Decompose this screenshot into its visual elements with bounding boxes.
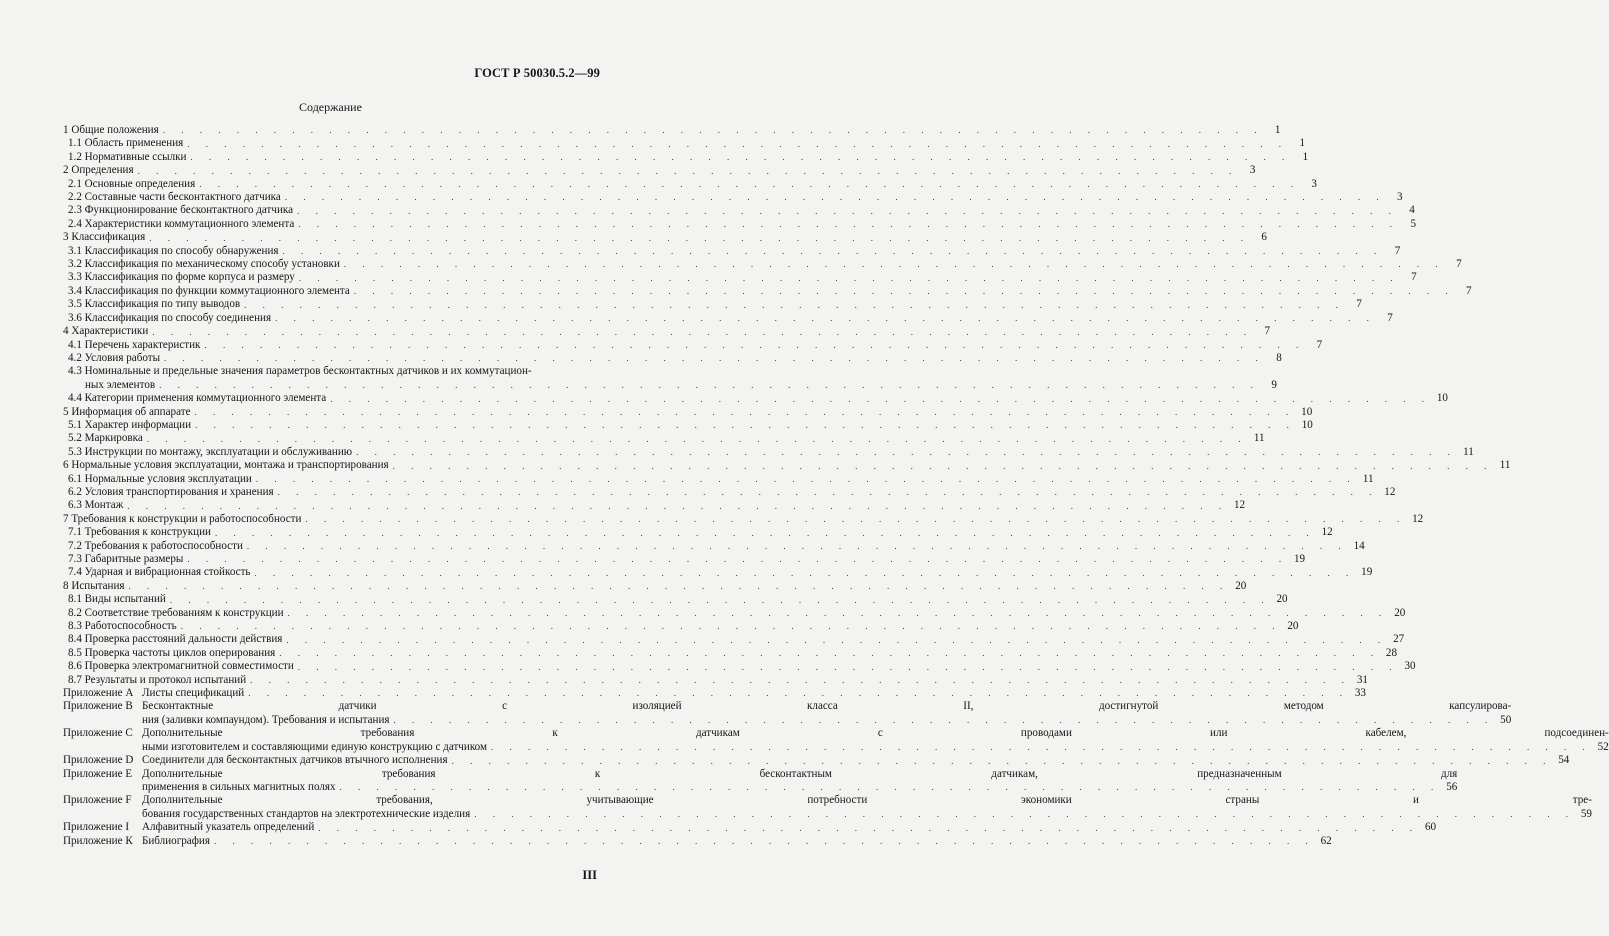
toc-entry-label: 6.3 Монтаж bbox=[63, 499, 123, 512]
toc-entry-page: 7 bbox=[1455, 285, 1472, 298]
leader-dots bbox=[159, 124, 1264, 137]
appendix-line bbox=[142, 821, 1436, 834]
leader-dots bbox=[271, 312, 1376, 325]
leader-dots bbox=[183, 553, 1288, 566]
toc-entry-label: 6.1 Нормальные условия эксплуатации bbox=[63, 473, 252, 486]
toc-entry-page: 9 bbox=[1260, 379, 1277, 392]
appendix-line bbox=[142, 687, 1366, 700]
appendix-line bbox=[142, 754, 1569, 767]
toc-entry-page: 11 bbox=[1357, 473, 1374, 486]
toc-entry-label: 2.2 Составные части бесконтактного датчика bbox=[63, 191, 281, 204]
toc-entry-page: 20 bbox=[1229, 580, 1246, 593]
leader-dots bbox=[389, 460, 1494, 473]
leader-dots bbox=[314, 822, 1419, 835]
leader-dots bbox=[246, 674, 1351, 687]
toc-entry-page: 7 bbox=[1253, 325, 1270, 338]
leader-dots bbox=[148, 326, 1253, 339]
toc-subsection bbox=[63, 526, 1333, 539]
toc-section bbox=[63, 164, 1256, 177]
toc-entry-label: 3.4 Классификация по функции коммутационного элемента bbox=[63, 285, 350, 298]
toc-entry-continuation bbox=[63, 378, 1277, 392]
toc-subsection bbox=[63, 553, 1306, 566]
leader-dots bbox=[160, 352, 1265, 365]
appendix-name: Приложение А bbox=[63, 687, 134, 700]
toc-appendix bbox=[63, 834, 1332, 848]
appendix-page: 33 bbox=[1349, 687, 1366, 700]
appendix-title: Дополнительные требования к датчикам с проводами или кабелем, подсоединен- bbox=[142, 727, 1609, 740]
leader-dots bbox=[186, 151, 1291, 164]
appendix-line bbox=[142, 794, 1592, 807]
toc-entry-page: 12 bbox=[1316, 526, 1333, 539]
leader-dots bbox=[352, 446, 1457, 459]
leader-dots bbox=[191, 406, 1296, 419]
page-number: III bbox=[582, 868, 597, 882]
document-code: ГОСТ Р 50030.5.2—99 bbox=[474, 66, 600, 80]
appendix-title: ными изготовителем и составляющими единую конструкцию с датчиком bbox=[142, 740, 487, 753]
appendix-line bbox=[142, 741, 1609, 754]
toc-entry-label: 8.3 Работоспособность bbox=[63, 620, 177, 633]
toc-entry-label: 4.2 Условия работы bbox=[63, 352, 160, 365]
leader-dots bbox=[448, 755, 1553, 768]
leader-dots bbox=[390, 714, 1495, 727]
toc-entry-page: 19 bbox=[1355, 566, 1372, 579]
appendix-page: 50 bbox=[1494, 714, 1511, 727]
toc-entry-label: 8.7 Результаты и протокол испытаний bbox=[63, 674, 246, 687]
leader-dots bbox=[336, 781, 1441, 794]
leader-dots bbox=[243, 540, 1348, 553]
leader-dots bbox=[210, 835, 1315, 848]
toc-entry-label: 3.2 Классификация по механическому способу установки bbox=[63, 258, 340, 271]
toc-entry-page: 11 bbox=[1457, 446, 1474, 459]
leader-dots bbox=[487, 741, 1592, 754]
toc-entry-label: 3.1 Классификация по способу обнаружения bbox=[63, 245, 279, 258]
toc-subsection bbox=[63, 660, 1416, 673]
toc-entry-label: 8 Испытания bbox=[63, 579, 125, 592]
appendix-title: применения в сильных магнитных полях bbox=[142, 780, 336, 793]
appendix-title: Листы спецификаций bbox=[142, 687, 245, 700]
appendix-title: Дополнительные требования, учитывающие потребности экономики страны и тре- bbox=[142, 794, 1592, 807]
toc-subsection bbox=[63, 338, 1323, 352]
appendix-line bbox=[142, 768, 1457, 781]
toc-entry-label: 2.4 Характеристики коммутационного элемента bbox=[63, 218, 294, 231]
toc-entry-page: 10 bbox=[1296, 419, 1313, 432]
toc-entry-label: 8.5 Проверка частоты циклов оперирования bbox=[63, 647, 275, 660]
toc-entry-label: 6 Нормальные условия эксплуатации, монтажа и транспортирования bbox=[63, 459, 389, 472]
leader-dots bbox=[340, 258, 1445, 271]
toc-entry-page: 31 bbox=[1351, 674, 1368, 687]
toc-entry-page: 7 bbox=[1400, 271, 1417, 284]
toc-subsection bbox=[63, 472, 1374, 486]
toc-entry-label: 2.1 Основные определения bbox=[63, 178, 195, 191]
leader-dots bbox=[274, 486, 1379, 499]
leader-dots bbox=[143, 433, 1248, 446]
toc-entry-page: 12 bbox=[1378, 486, 1395, 499]
leader-dots bbox=[326, 393, 1431, 406]
appendix-name: Приложение Е bbox=[63, 767, 133, 780]
toc-subsection bbox=[63, 566, 1373, 579]
leader-dots bbox=[125, 580, 1230, 593]
toc-subsection bbox=[63, 137, 1306, 150]
toc-entry-page: 1 bbox=[1263, 124, 1280, 137]
appendix-title: Библиография bbox=[142, 834, 210, 847]
toc-entry-page: 11 bbox=[1493, 459, 1510, 472]
appendix-name: Приложение D bbox=[63, 754, 134, 767]
toc-entry-page: 3 bbox=[1386, 191, 1403, 204]
toc-entry-label: 5.1 Характер информации bbox=[63, 419, 191, 432]
toc-entry-label: 4.3 Номинальные и предельные значения параметров бесконтактных датчиков и их коммутацион- bbox=[63, 365, 532, 378]
toc-section bbox=[63, 405, 1313, 419]
leader-dots bbox=[281, 191, 1386, 204]
leader-dots bbox=[183, 138, 1288, 151]
leader-dots bbox=[282, 634, 1387, 647]
toc-entry-label: 1.1 Область применения bbox=[63, 137, 183, 150]
toc-entry-label: 5.2 Маркировка bbox=[63, 432, 143, 445]
toc-entry-label: 7.3 Габаритные размеры bbox=[63, 553, 183, 566]
toc-subsection bbox=[63, 499, 1246, 512]
toc-entry-label: 3.6 Классификация по способу соединения bbox=[63, 312, 271, 325]
toc-subsection bbox=[63, 298, 1362, 311]
toc-entry-page: 14 bbox=[1348, 540, 1365, 553]
toc-entry-page: 7 bbox=[1345, 298, 1362, 311]
toc-entry-page: 3 bbox=[1238, 164, 1255, 177]
appendix-line bbox=[142, 714, 1511, 727]
toc-subsection bbox=[63, 593, 1288, 606]
leader-dots bbox=[145, 232, 1250, 245]
appendix-line bbox=[142, 835, 1332, 848]
appendix-line bbox=[142, 781, 1457, 794]
toc-subsection bbox=[63, 271, 1417, 284]
appendix-name: Приложение К bbox=[63, 834, 133, 847]
toc-section bbox=[63, 512, 1424, 526]
leader-dots bbox=[350, 285, 1455, 298]
toc-entry-page: 20 bbox=[1388, 607, 1405, 620]
leader-dots bbox=[123, 500, 1228, 513]
toc-subsection bbox=[63, 217, 1417, 231]
toc-entry-label: 7.1 Требования к конструкции bbox=[63, 526, 211, 539]
leader-dots bbox=[134, 165, 1239, 178]
toc-section bbox=[63, 325, 1271, 338]
appendix-name: Приложение I bbox=[63, 821, 130, 834]
appendix-line bbox=[142, 700, 1511, 713]
leader-dots bbox=[294, 661, 1399, 674]
appendix-page: 60 bbox=[1419, 821, 1436, 834]
toc-entry-label: 8.4 Проверка расстояний дальности действия bbox=[63, 633, 282, 646]
toc-entry-label: 2 Определения bbox=[63, 164, 134, 177]
toc-entry-page: 20 bbox=[1281, 620, 1298, 633]
appendix-title: Бесконтактные датчики с изоляцией класса II, достигнутой методом капсулирова- bbox=[142, 700, 1512, 713]
leader-dots bbox=[240, 299, 1345, 312]
toc-entry-page: 12 bbox=[1228, 499, 1245, 512]
toc-entry-page: 7 bbox=[1376, 312, 1393, 325]
toc-entry-page: 20 bbox=[1271, 593, 1288, 606]
toc-entry-page: 30 bbox=[1399, 660, 1416, 673]
appendix-page: 56 bbox=[1440, 781, 1457, 794]
toc-subsection bbox=[63, 418, 1313, 432]
toc-entry-label: 6.2 Условия транспортирования и хранения bbox=[63, 486, 274, 499]
appendix-line bbox=[142, 727, 1609, 740]
toc-entry-page: 7 bbox=[1383, 245, 1400, 258]
appendix-title: Соединители для бесконтактных датчиков втычного исполнения bbox=[142, 754, 448, 767]
toc-appendix bbox=[63, 754, 1570, 767]
toc-entry-page: 10 bbox=[1295, 406, 1312, 419]
toc-entry-label: 4.1 Перечень характеристик bbox=[63, 339, 200, 352]
toc-entry-label: 8.6 Проверка электромагнитной совместимости bbox=[63, 660, 294, 673]
appendix-title: бования государственных стандартов на электротехнические изделия bbox=[142, 807, 471, 820]
toc-entry-label: 8.2 Соответствие требованиям к конструкции bbox=[63, 607, 284, 620]
toc-entry-label: 2.3 Функционирование бесконтактного датчика bbox=[63, 204, 293, 217]
toc-appendix bbox=[63, 700, 1512, 727]
toc-appendix bbox=[63, 794, 1592, 821]
toc-section bbox=[63, 579, 1247, 593]
leader-dots bbox=[275, 647, 1380, 660]
leader-dots bbox=[177, 620, 1282, 633]
toc-subsection bbox=[63, 311, 1393, 325]
toc-subsection bbox=[63, 633, 1405, 646]
leader-dots bbox=[293, 205, 1398, 218]
appendix-name: Приложение В bbox=[63, 700, 133, 713]
leader-dots bbox=[155, 379, 1260, 392]
leader-dots bbox=[195, 178, 1300, 191]
toc-appendix bbox=[63, 821, 1437, 834]
toc-entry-label: 3.3 Классификация по форме корпуса и размеру bbox=[63, 271, 295, 284]
toc-subsection bbox=[63, 445, 1474, 459]
toc-entry-page: 19 bbox=[1288, 553, 1305, 566]
leader-dots bbox=[166, 594, 1271, 607]
appendix-line bbox=[142, 808, 1592, 821]
toc-entry-label: 8.1 Виды испытаний bbox=[63, 593, 166, 606]
toc-subsection bbox=[63, 606, 1406, 620]
toc-entry-page: 4 bbox=[1398, 204, 1415, 217]
appendix-title: ния (заливки компаундом). Требования и испытания bbox=[142, 713, 390, 726]
toc-entry-page: 5 bbox=[1399, 218, 1416, 231]
toc-subsection bbox=[63, 204, 1415, 217]
leader-dots bbox=[279, 245, 1384, 258]
toc-subsection bbox=[63, 432, 1265, 445]
table-of-contents bbox=[63, 124, 1609, 848]
toc-appendix bbox=[63, 727, 1609, 754]
toc-entry-label: 3 Классификация bbox=[63, 231, 146, 244]
appendix-title: Алфавитный указатель определений bbox=[142, 821, 315, 834]
toc-subsection bbox=[63, 539, 1365, 553]
toc-section bbox=[63, 124, 1281, 137]
toc-entry-page: 6 bbox=[1250, 231, 1267, 244]
page-title: Содержание bbox=[299, 100, 362, 114]
toc-entry-label: 1 Общие положения bbox=[63, 124, 159, 136]
toc-appendix bbox=[63, 767, 1458, 795]
toc-entry-label: 3.5 Классификация по типу выводов bbox=[63, 298, 240, 311]
toc-entry-page: 12 bbox=[1406, 513, 1423, 526]
leader-dots bbox=[244, 687, 1349, 700]
toc-subsection bbox=[63, 673, 1368, 687]
toc-entry-page: 1 bbox=[1291, 151, 1308, 164]
toc-subsection bbox=[63, 351, 1282, 365]
toc-entry-page: 1 bbox=[1288, 137, 1305, 150]
toc-entry-label: 5.3 Инструкции по монтажу, эксплуатации и обслуживанию bbox=[63, 446, 352, 459]
leader-dots bbox=[284, 607, 1389, 620]
leader-dots bbox=[252, 473, 1357, 486]
leader-dots bbox=[294, 218, 1399, 231]
toc-subsection bbox=[63, 177, 1317, 191]
leader-dots bbox=[191, 419, 1296, 432]
toc-entry-page: 11 bbox=[1248, 432, 1265, 445]
toc-subsection bbox=[63, 244, 1401, 258]
toc-section bbox=[63, 231, 1267, 244]
appendix-name: Приложение С bbox=[63, 727, 133, 740]
leader-dots bbox=[295, 272, 1400, 285]
toc-entry-page: 28 bbox=[1380, 647, 1397, 660]
toc-entry bbox=[63, 365, 599, 378]
toc-entry-label: 7.4 Ударная и вибрационная стойкость bbox=[63, 566, 250, 579]
toc-entry-label: 4.4 Категории применения коммутационного элемента bbox=[63, 392, 326, 405]
toc-subsection bbox=[63, 191, 1403, 204]
toc-entry-page: 3 bbox=[1300, 178, 1317, 191]
leader-dots bbox=[200, 339, 1305, 352]
toc-entry-page: 7 bbox=[1305, 339, 1322, 352]
toc-entry-page: 27 bbox=[1387, 633, 1404, 646]
toc-subsection bbox=[63, 258, 1462, 271]
appendix-page: 59 bbox=[1575, 808, 1592, 821]
toc-appendix bbox=[63, 687, 1366, 700]
toc-entry-page: 7 bbox=[1445, 258, 1462, 271]
leader-dots bbox=[250, 567, 1355, 580]
toc-subsection bbox=[63, 646, 1397, 660]
toc-subsection bbox=[63, 392, 1448, 405]
appendix-page: 52 bbox=[1592, 741, 1609, 754]
toc-subsection bbox=[63, 620, 1299, 633]
appendix-name: Приложение F bbox=[63, 794, 132, 807]
appendix-page: 54 bbox=[1552, 754, 1569, 767]
leader-dots bbox=[470, 808, 1575, 821]
toc-entry-page: 10 bbox=[1431, 392, 1448, 405]
toc-entry-label-cont: ных элементов bbox=[63, 379, 155, 392]
toc-subsection bbox=[63, 150, 1309, 164]
toc-entry-label: 5 Информация об аппарате bbox=[63, 405, 191, 418]
leader-dots bbox=[211, 527, 1316, 540]
appendix-page: 62 bbox=[1315, 835, 1332, 848]
appendix-title: Дополнительные требования к бесконтактным датчикам, предназначенным для bbox=[142, 767, 1458, 780]
toc-entry-label: 1.2 Нормативные ссылки bbox=[63, 151, 186, 164]
toc-entry-page: 8 bbox=[1265, 352, 1282, 365]
leader-dots bbox=[301, 513, 1406, 526]
toc-entry-label: 4 Характеристики bbox=[63, 325, 149, 338]
toc-subsection bbox=[63, 284, 1472, 298]
toc-section bbox=[63, 459, 1511, 472]
toc-subsection bbox=[63, 485, 1396, 499]
toc-entry-label: 7.2 Требования к работоспособности bbox=[63, 540, 243, 553]
toc-entry-label: 7 Требования к конструкции и работоспособности bbox=[63, 512, 302, 525]
